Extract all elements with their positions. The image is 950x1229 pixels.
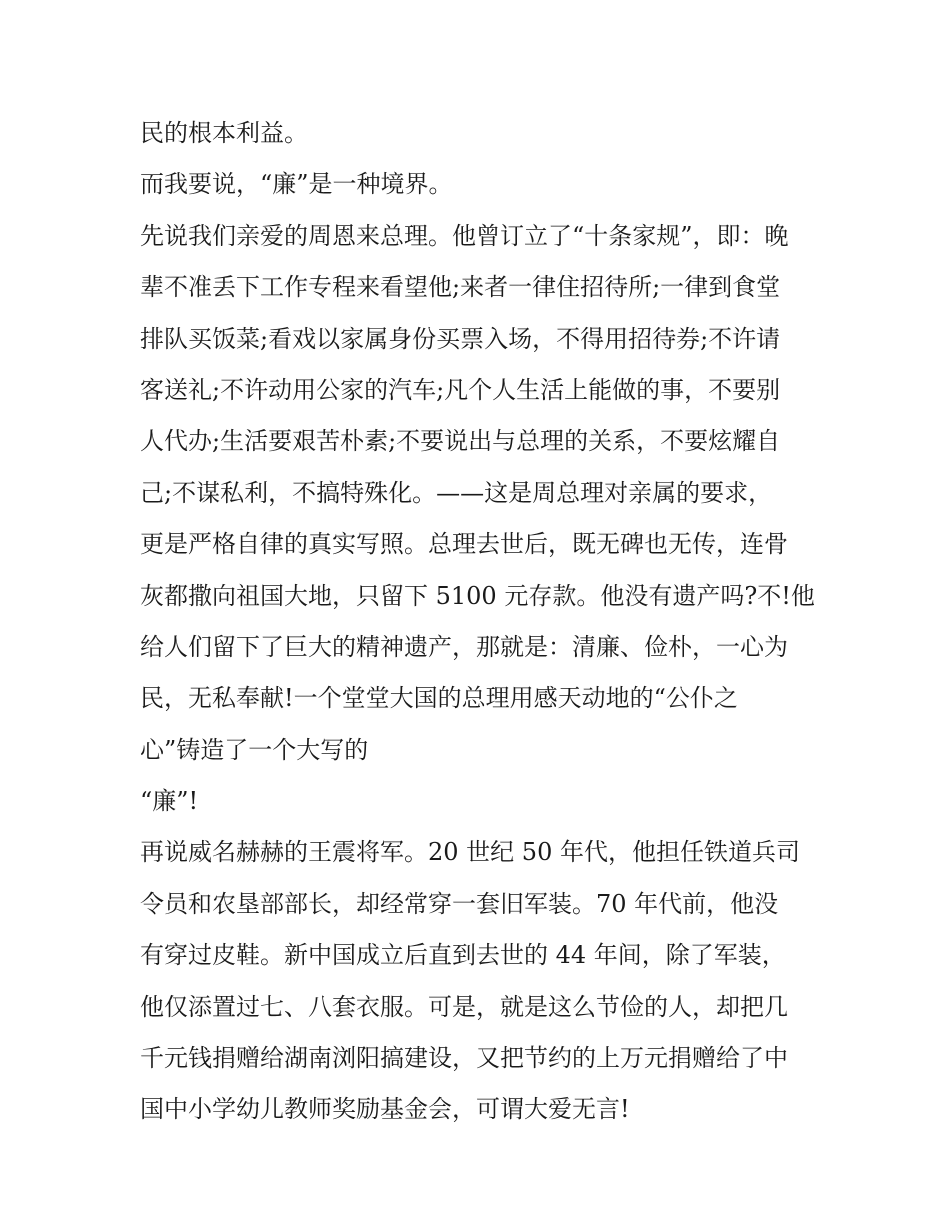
- text-line: 他仅添置过七、八套衣服。可是，就是这么节俭的人，却把几: [140, 992, 788, 1021]
- text-line: 人代办;生活要艰苦朴素;不要说出与总理的关系，不要炫耀自: [140, 427, 781, 456]
- text-line: 民，无私奉献!一个堂堂大国的总理用感天动地的“公仆之: [140, 684, 738, 713]
- text-line: 辈不准丢下工作专程来看望他;来者一律住招待所;一律到食堂: [140, 273, 781, 302]
- body-text: [140, 108, 840, 1136]
- text-line: 先说我们亲爱的周恩来总理。他曾订立了“十条家规”，即：晚: [140, 221, 789, 250]
- text-line: 心”铸造了一个大写的: [140, 735, 369, 764]
- text-line: 民的根本利益。: [140, 119, 308, 147]
- text-line: 有穿过皮鞋。新中国成立后直到去世的 44 年间，除了军装，: [140, 941, 786, 970]
- text-line: “廉”!: [140, 787, 199, 816]
- text-line: 更是严格自律的真实写照。总理去世后，既无碑也无传，连骨: [140, 530, 788, 559]
- text-line: 国中小学幼儿教师奖励基金会，可谓大爱无言!: [140, 1095, 630, 1124]
- text-line: 给人们留下了巨大的精神遗产，那就是：清廉、俭朴，一心为: [140, 632, 788, 661]
- text-line: 而我要说，“廉”是一种境界。: [140, 170, 453, 199]
- text-line: 令员和农垦部部长，却经常穿一套旧军装。70 年代前，他没: [140, 889, 779, 918]
- text-line: 客送礼;不许动用公家的汽车;凡个人生活上能做的事，不要别: [140, 375, 781, 404]
- text-line: 排队买饭菜;看戏以家属身份买票入场，不得用招待券;不许请: [140, 324, 781, 353]
- text-line: 灰都撒向祖国大地，只留下 5100 元存款。他没有遗产吗?不!他: [140, 581, 815, 610]
- text-line: 再说威名赫赫的王震将军。20 世纪 50 年代，他担任铁道兵司: [140, 838, 800, 867]
- text-line: 千元钱捐赠给湖南浏阳搞建设，又把节约的上万元捐赠给了中: [140, 1044, 788, 1073]
- text-line: 己;不谋私利，不搞特殊化。——这是周总理对亲属的要求，: [140, 478, 773, 507]
